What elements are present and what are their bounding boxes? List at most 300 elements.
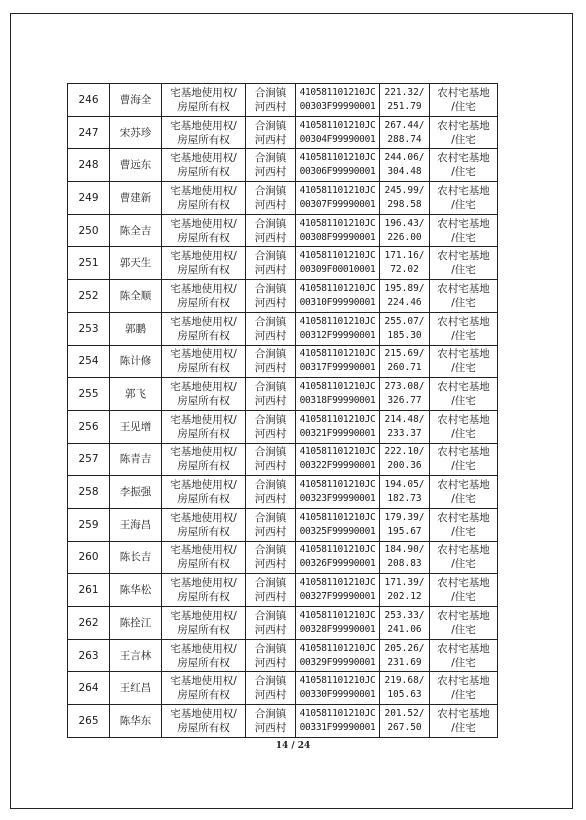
land-use-cell <box>430 312 498 345</box>
row-index-text: 255 <box>78 388 99 401</box>
location-text: 河西村 <box>254 721 287 734</box>
row-index-cell <box>68 280 110 313</box>
location-text: 河西村 <box>254 460 287 473</box>
land-use-text: 农村宅基地 <box>437 642 490 655</box>
location-text: 合涧镇 <box>254 609 287 622</box>
row-index-cell <box>68 607 110 640</box>
land-use-cell <box>430 247 498 280</box>
parcel-code-cell <box>296 574 380 607</box>
area-text: 171.16/ <box>384 250 425 262</box>
row-index-cell <box>68 476 110 509</box>
parcel-code-text: 410581101210JC <box>299 642 376 654</box>
row-index-cell <box>68 378 110 411</box>
land-use-text: /住宅 <box>451 558 476 571</box>
parcel-code-text: 00310F99990001 <box>299 296 376 308</box>
right-type-text: 宅基地使用权/ <box>170 184 237 197</box>
land-use-text: /住宅 <box>451 264 476 277</box>
parcel-code-text: 410581101210JC <box>299 707 376 719</box>
location-text: 合涧镇 <box>254 315 287 328</box>
area-text: 255.07/ <box>384 315 425 327</box>
right-type-text: 宅基地使用权/ <box>170 86 237 99</box>
location-text: 合涧镇 <box>254 511 287 524</box>
page-number: 14 / 24 <box>275 741 311 751</box>
land-use-cell <box>430 84 498 117</box>
land-use-cell <box>430 149 498 182</box>
row-index-cell <box>68 116 110 149</box>
right-type-text: 宅基地使用权/ <box>170 348 237 361</box>
location-cell <box>246 574 296 607</box>
location-cell <box>246 541 296 574</box>
parcel-code-text: 00322F99990001 <box>299 460 376 472</box>
table-row <box>68 345 498 378</box>
area-text: 205.26/ <box>384 642 425 654</box>
area-text: 231.69 <box>387 656 422 668</box>
land-use-text: 农村宅基地 <box>437 217 490 230</box>
parcel-code-text: 410581101210JC <box>299 413 376 425</box>
parcel-code-text: 410581101210JC <box>299 152 376 164</box>
table-row <box>68 705 498 738</box>
right-type-cell <box>162 280 246 313</box>
location-text: 合涧镇 <box>254 479 287 492</box>
row-index-text: 258 <box>78 486 99 499</box>
owner-name-cell <box>110 116 162 149</box>
land-use-text: 农村宅基地 <box>437 511 490 524</box>
right-type-text: 房屋所有权 <box>177 525 230 538</box>
location-text: 河西村 <box>254 264 287 277</box>
location-text: 河西村 <box>254 656 287 669</box>
right-type-text: 宅基地使用权/ <box>170 217 237 230</box>
parcel-code-text: 410581101210JC <box>299 544 376 556</box>
area-cell <box>380 149 430 182</box>
row-index-text: 260 <box>78 551 99 564</box>
land-use-text: /住宅 <box>451 362 476 375</box>
row-index-text: 249 <box>78 191 99 204</box>
parcel-code-text: 410581101210JC <box>299 250 376 262</box>
location-cell <box>246 639 296 672</box>
parcel-code-text: 00306F99990001 <box>299 166 376 178</box>
row-index-text: 251 <box>78 257 99 270</box>
location-text: 合涧镇 <box>254 707 287 720</box>
land-use-text: 农村宅基地 <box>437 675 490 688</box>
row-index-text: 246 <box>78 93 99 106</box>
land-use-text: /住宅 <box>451 166 476 179</box>
right-type-cell <box>162 214 246 247</box>
area-text: 179.39/ <box>384 511 425 523</box>
row-index-cell <box>68 345 110 378</box>
land-use-text: 农村宅基地 <box>437 609 490 622</box>
area-cell <box>380 705 430 738</box>
land-use-cell <box>430 672 498 705</box>
parcel-code-cell <box>296 607 380 640</box>
right-type-cell <box>162 410 246 443</box>
land-use-text: /住宅 <box>451 591 476 604</box>
land-use-text: 农村宅基地 <box>437 282 490 295</box>
location-text: 河西村 <box>254 231 287 244</box>
owner-name-cell <box>110 280 162 313</box>
parcel-code-cell <box>296 345 380 378</box>
location-cell <box>246 312 296 345</box>
land-use-cell <box>430 443 498 476</box>
right-type-text: 宅基地使用权/ <box>170 675 237 688</box>
parcel-code-cell <box>296 247 380 280</box>
parcel-code-text: 410581101210JC <box>299 348 376 360</box>
location-text: 河西村 <box>254 166 287 179</box>
parcel-code-text: 410581101210JC <box>299 479 376 491</box>
area-text: 226.00 <box>387 231 422 243</box>
row-index-cell <box>68 443 110 476</box>
right-type-text: 宅基地使用权/ <box>170 479 237 492</box>
land-use-text: /住宅 <box>451 100 476 113</box>
right-type-text: 房屋所有权 <box>177 623 230 636</box>
right-type-text: 房屋所有权 <box>177 427 230 440</box>
right-type-text: 宅基地使用权/ <box>170 446 237 459</box>
row-index-text: 247 <box>78 126 99 139</box>
land-use-cell <box>430 508 498 541</box>
owner-name-cell <box>110 672 162 705</box>
parcel-code-text: 00318F99990001 <box>299 395 376 407</box>
row-index-text: 252 <box>78 289 99 302</box>
land-use-text: /住宅 <box>451 198 476 211</box>
location-cell <box>246 410 296 443</box>
owner-name-text: 陈华松 <box>119 584 152 597</box>
land-use-cell <box>430 280 498 313</box>
area-text: 171.39/ <box>384 577 425 589</box>
area-text: 105.63 <box>387 689 422 701</box>
parcel-code-text: 00309F00010001 <box>299 264 376 276</box>
right-type-text: 宅基地使用权/ <box>170 315 237 328</box>
land-use-cell <box>430 214 498 247</box>
right-type-text: 房屋所有权 <box>177 460 230 473</box>
location-cell <box>246 705 296 738</box>
table-row <box>68 574 498 607</box>
area-text: 251.79 <box>387 100 422 112</box>
area-text: 195.89/ <box>384 282 425 294</box>
land-use-text: /住宅 <box>451 395 476 408</box>
row-index-cell <box>68 508 110 541</box>
owner-name-cell <box>110 247 162 280</box>
location-text: 河西村 <box>254 329 287 342</box>
owner-name-cell <box>110 705 162 738</box>
area-text: 326.77 <box>387 395 422 407</box>
location-text: 河西村 <box>254 689 287 702</box>
area-cell <box>380 247 430 280</box>
location-text: 合涧镇 <box>254 348 287 361</box>
right-type-cell <box>162 607 246 640</box>
location-text: 合涧镇 <box>254 184 287 197</box>
row-index-text: 254 <box>78 355 99 368</box>
owner-name-text: 王海昌 <box>119 518 152 531</box>
row-index-text: 256 <box>78 420 99 433</box>
parcel-code-cell <box>296 443 380 476</box>
parcel-code-cell <box>296 182 380 215</box>
location-text: 合涧镇 <box>254 217 287 230</box>
parcel-code-text: 00323F99990001 <box>299 493 376 505</box>
location-text: 河西村 <box>254 133 287 146</box>
land-use-cell <box>430 607 498 640</box>
location-cell <box>246 247 296 280</box>
land-use-cell <box>430 182 498 215</box>
row-index-text: 265 <box>78 714 99 727</box>
table-row <box>68 312 498 345</box>
owner-name-text: 陈全吉 <box>119 224 152 237</box>
land-use-text: 农村宅基地 <box>437 348 490 361</box>
location-cell <box>246 280 296 313</box>
owner-name-cell <box>110 541 162 574</box>
area-text: 253.33/ <box>384 609 425 621</box>
parcel-code-cell <box>296 312 380 345</box>
land-use-text: 农村宅基地 <box>437 413 490 426</box>
location-text: 合涧镇 <box>254 577 287 590</box>
right-type-text: 房屋所有权 <box>177 264 230 277</box>
owner-name-cell <box>110 443 162 476</box>
area-cell <box>380 116 430 149</box>
parcel-code-cell <box>296 672 380 705</box>
area-text: 224.46 <box>387 296 422 308</box>
row-index-text: 259 <box>78 518 99 531</box>
area-cell <box>380 607 430 640</box>
right-type-cell <box>162 312 246 345</box>
right-type-cell <box>162 639 246 672</box>
row-index-cell <box>68 410 110 443</box>
owner-name-text: 曹远东 <box>119 159 152 172</box>
parcel-code-text: 410581101210JC <box>299 381 376 393</box>
parcel-code-text: 410581101210JC <box>299 577 376 589</box>
owner-name-cell <box>110 639 162 672</box>
right-type-text: 房屋所有权 <box>177 721 230 734</box>
location-cell <box>246 345 296 378</box>
land-use-text: /住宅 <box>451 721 476 734</box>
land-use-cell <box>430 378 498 411</box>
area-text: 233.37 <box>387 427 422 439</box>
land-use-text: /住宅 <box>451 329 476 342</box>
land-use-text: /住宅 <box>451 460 476 473</box>
area-text: 72.02 <box>390 264 419 276</box>
parcel-code-text: 410581101210JC <box>299 282 376 294</box>
area-cell <box>380 182 430 215</box>
right-type-text: 房屋所有权 <box>177 198 230 211</box>
location-cell <box>246 214 296 247</box>
location-text: 河西村 <box>254 493 287 506</box>
area-text: 201.52/ <box>384 707 425 719</box>
right-type-cell <box>162 476 246 509</box>
right-type-text: 房屋所有权 <box>177 493 230 506</box>
area-cell <box>380 541 430 574</box>
area-text: 195.67 <box>387 525 422 537</box>
location-cell <box>246 672 296 705</box>
owner-name-text: 郭飞 <box>125 388 146 401</box>
right-type-text: 宅基地使用权/ <box>170 609 237 622</box>
area-text: 241.06 <box>387 623 422 635</box>
location-text: 河西村 <box>254 623 287 636</box>
row-index-cell <box>68 247 110 280</box>
location-text: 河西村 <box>254 558 287 571</box>
right-type-cell <box>162 705 246 738</box>
location-text: 合涧镇 <box>254 446 287 459</box>
right-type-text: 房屋所有权 <box>177 100 230 113</box>
parcel-code-cell <box>296 280 380 313</box>
area-text: 200.36 <box>387 460 422 472</box>
right-type-cell <box>162 149 246 182</box>
parcel-code-text: 410581101210JC <box>299 609 376 621</box>
parcel-code-cell <box>296 149 380 182</box>
right-type-text: 宅基地使用权/ <box>170 544 237 557</box>
parcel-code-text: 00325F99990001 <box>299 525 376 537</box>
land-use-text: /住宅 <box>451 296 476 309</box>
owner-name-text: 曹海全 <box>119 93 152 106</box>
area-text: 267.50 <box>387 721 422 733</box>
parcel-code-cell <box>296 541 380 574</box>
parcel-code-text: 410581101210JC <box>299 217 376 229</box>
owner-name-cell <box>110 410 162 443</box>
area-cell <box>380 84 430 117</box>
row-index-text: 257 <box>78 453 99 466</box>
land-use-text: 农村宅基地 <box>437 707 490 720</box>
land-use-text: 农村宅基地 <box>437 86 490 99</box>
table-row <box>68 508 498 541</box>
area-cell <box>380 508 430 541</box>
location-text: 河西村 <box>254 198 287 211</box>
right-type-cell <box>162 672 246 705</box>
parcel-code-cell <box>296 705 380 738</box>
location-text: 合涧镇 <box>254 381 287 394</box>
right-type-cell <box>162 345 246 378</box>
area-text: 219.68/ <box>384 675 425 687</box>
table-row <box>68 116 498 149</box>
parcel-code-text: 00330F99990001 <box>299 689 376 701</box>
area-text: 298.58 <box>387 198 422 210</box>
right-type-cell <box>162 247 246 280</box>
parcel-code-cell <box>296 508 380 541</box>
land-use-text: /住宅 <box>451 133 476 146</box>
area-cell <box>380 574 430 607</box>
area-text: 182.73 <box>387 493 422 505</box>
location-text: 合涧镇 <box>254 544 287 557</box>
row-index-cell <box>68 541 110 574</box>
owner-name-cell <box>110 149 162 182</box>
location-text: 河西村 <box>254 296 287 309</box>
owner-name-cell <box>110 214 162 247</box>
area-cell <box>380 280 430 313</box>
area-text: 288.74 <box>387 133 422 145</box>
land-use-text: 农村宅基地 <box>437 577 490 590</box>
parcel-code-cell <box>296 116 380 149</box>
right-type-text: 房屋所有权 <box>177 362 230 375</box>
parcel-code-text: 00304F99990001 <box>299 133 376 145</box>
area-text: 194.05/ <box>384 479 425 491</box>
owner-name-text: 陈计修 <box>119 355 152 368</box>
parcel-code-cell <box>296 476 380 509</box>
row-index-text: 248 <box>78 159 99 172</box>
area-cell <box>380 476 430 509</box>
parcel-code-cell <box>296 84 380 117</box>
parcel-code-text: 00327F99990001 <box>299 591 376 603</box>
land-use-text: /住宅 <box>451 493 476 506</box>
area-text: 244.06/ <box>384 152 425 164</box>
row-index-text: 264 <box>78 682 99 695</box>
parcel-code-text: 410581101210JC <box>299 315 376 327</box>
right-type-text: 房屋所有权 <box>177 133 230 146</box>
owner-name-text: 王言林 <box>119 649 152 662</box>
land-use-cell <box>430 574 498 607</box>
table-row <box>68 247 498 280</box>
parcel-code-text: 00308F99990001 <box>299 231 376 243</box>
parcel-code-text: 410581101210JC <box>299 446 376 458</box>
right-type-text: 宅基地使用权/ <box>170 119 237 132</box>
parcel-code-text: 00307F99990001 <box>299 198 376 210</box>
land-use-text: 农村宅基地 <box>437 479 490 492</box>
owner-name-text: 郭天生 <box>119 257 152 270</box>
right-type-text: 宅基地使用权/ <box>170 511 237 524</box>
owner-name-text: 宋苏珍 <box>119 126 152 139</box>
owner-name-text: 李振强 <box>119 486 152 499</box>
right-type-text: 房屋所有权 <box>177 656 230 669</box>
right-type-text: 宅基地使用权/ <box>170 282 237 295</box>
table-row <box>68 672 498 705</box>
area-cell <box>380 312 430 345</box>
table-row <box>68 410 498 443</box>
area-text: 304.48 <box>387 166 422 178</box>
right-type-text: 宅基地使用权/ <box>170 413 237 426</box>
land-use-text: /住宅 <box>451 623 476 636</box>
parcel-code-text: 410581101210JC <box>299 675 376 687</box>
right-type-cell <box>162 541 246 574</box>
owner-name-cell <box>110 476 162 509</box>
row-index-cell <box>68 672 110 705</box>
right-type-text: 房屋所有权 <box>177 591 230 604</box>
owner-name-text: 郭鹏 <box>125 322 146 335</box>
location-cell <box>246 116 296 149</box>
location-text: 河西村 <box>254 100 287 113</box>
location-text: 合涧镇 <box>254 675 287 688</box>
location-text: 河西村 <box>254 525 287 538</box>
land-use-cell <box>430 541 498 574</box>
table-body <box>68 84 498 738</box>
area-cell <box>380 378 430 411</box>
right-type-text: 房屋所有权 <box>177 296 230 309</box>
registration-table <box>67 83 498 738</box>
area-text: 221.32/ <box>384 86 425 98</box>
right-type-cell <box>162 378 246 411</box>
location-text: 合涧镇 <box>254 119 287 132</box>
location-text: 河西村 <box>254 395 287 408</box>
owner-name-cell <box>110 607 162 640</box>
right-type-text: 宅基地使用权/ <box>170 642 237 655</box>
parcel-code-text: 00326F99990001 <box>299 558 376 570</box>
right-type-cell <box>162 84 246 117</box>
table-row <box>68 541 498 574</box>
row-index-cell <box>68 705 110 738</box>
land-use-text: 农村宅基地 <box>437 119 490 132</box>
row-index-cell <box>68 639 110 672</box>
right-type-text: 房屋所有权 <box>177 689 230 702</box>
parcel-code-cell <box>296 214 380 247</box>
owner-name-text: 陈华东 <box>119 714 152 727</box>
parcel-code-text: 00303F99990001 <box>299 100 376 112</box>
table-row <box>68 443 498 476</box>
area-cell <box>380 639 430 672</box>
parcel-code-text: 00329F99990001 <box>299 656 376 668</box>
table-row <box>68 149 498 182</box>
area-text: 184.90/ <box>384 544 425 556</box>
land-use-cell <box>430 410 498 443</box>
land-use-text: 农村宅基地 <box>437 250 490 263</box>
area-text: 245.99/ <box>384 184 425 196</box>
owner-name-cell <box>110 574 162 607</box>
parcel-code-text: 00331F99990001 <box>299 721 376 733</box>
land-use-text: 农村宅基地 <box>437 544 490 557</box>
row-index-cell <box>68 84 110 117</box>
right-type-cell <box>162 182 246 215</box>
